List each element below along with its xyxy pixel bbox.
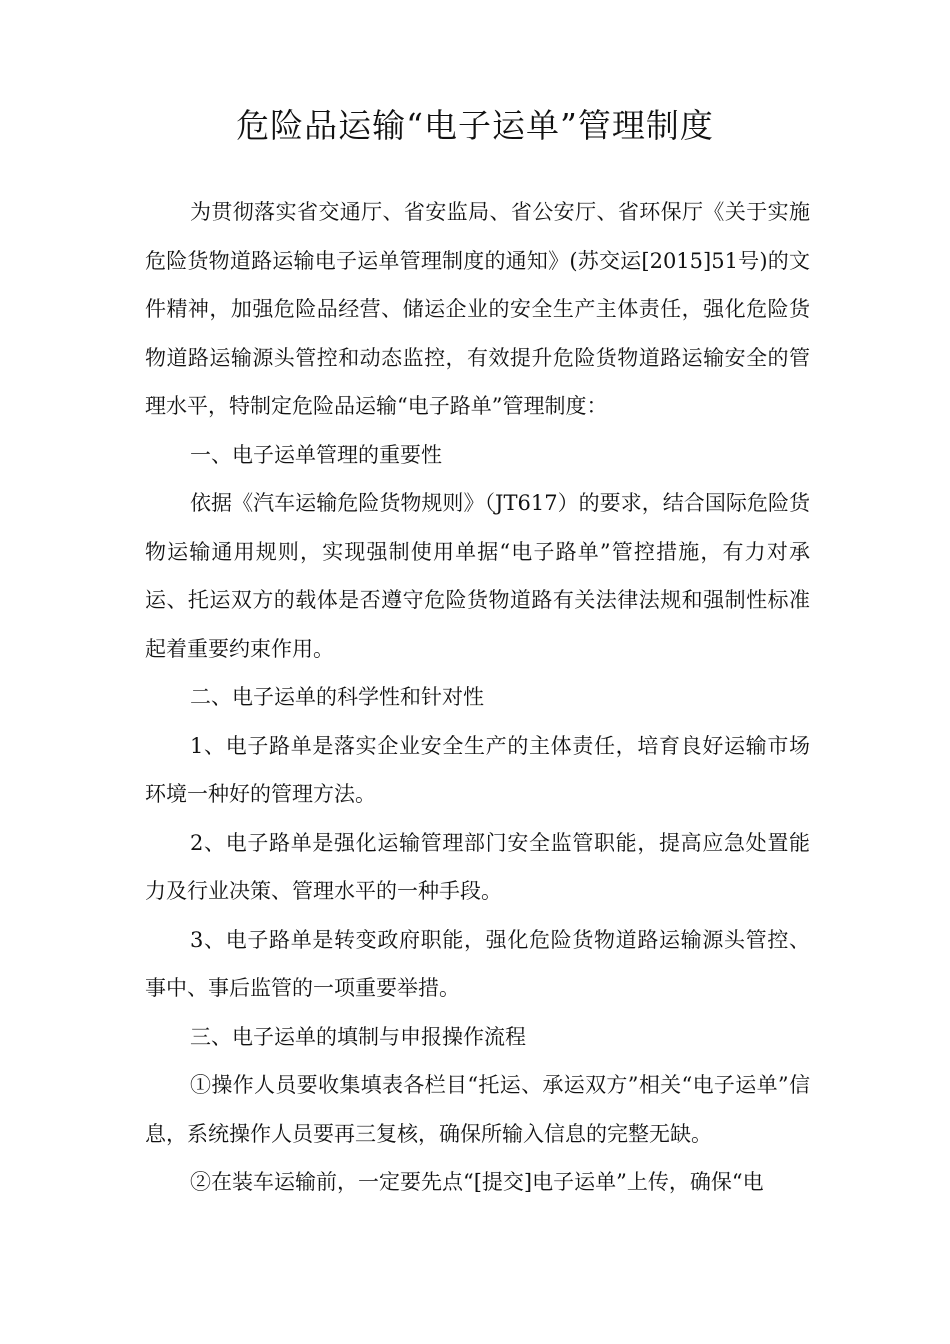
document-title: 危险品运输“电子运单”管理制度 [236,106,714,145]
section-heading-2: 二、电子运单的科学性和针对性 [190,685,484,709]
section-2-item-2: 2、电子路单是强化运输管理部门安全监管职能，提高应急处置能力及行业决策、管理水平的一种手段。 [145,830,810,903]
section-heading-1: 一、电子运单管理的重要性 [190,442,442,467]
section-2-item-3: 3、电子路单是转变政府职能，强化危险货物道路运输源头管控、事中、事后监管的一项重要举措。 [145,927,810,1000]
section-3-step-1: ①操作人员要收集填表各栏目“托运、承运双方”相关“电子运单”信息，系统操作人员要再三复核，确保所输入信息的完整无缺。 [145,1073,810,1146]
section-2-item-1: 1、电子路单是落实企业安全生产的主体责任，培育良好运输市场环境一种好的管理方法。 [145,733,810,806]
section-1-paragraph: 依据《汽车运输危险货物规则》（JT617）的要求，结合国际危险货物运输通用规则，实现强制使用单据“电子路单”管控措施，有力对承运、托运双方的载体是否遵守危险货物道路有关法律法规和强制性标准起着重要约束作用。 [145,491,810,661]
section-3-step-2: ②在装车运输前，一定要先点“[提交]电子运单”上传，确保“电 [190,1170,764,1194]
intro-paragraph: 为贯彻落实省交通厅、省安监局、省公安厅、省环保厅《关于实施危险货物道路运输电子运单管理制度的通知》(苏交运[2015]51号)的文件精神，加强危险品经营、储运企业的安全生产主体责任，强化危险货物道路运输源头管控和动态监控，有效提升危险货物道路运输安全的管理水平，特制定危险品运输“电子路单”管理制度： [145,200,810,418]
document-body [145,188,810,1207]
section-heading-3: 三、电子运单的填制与申报操作流程 [190,1024,526,1049]
